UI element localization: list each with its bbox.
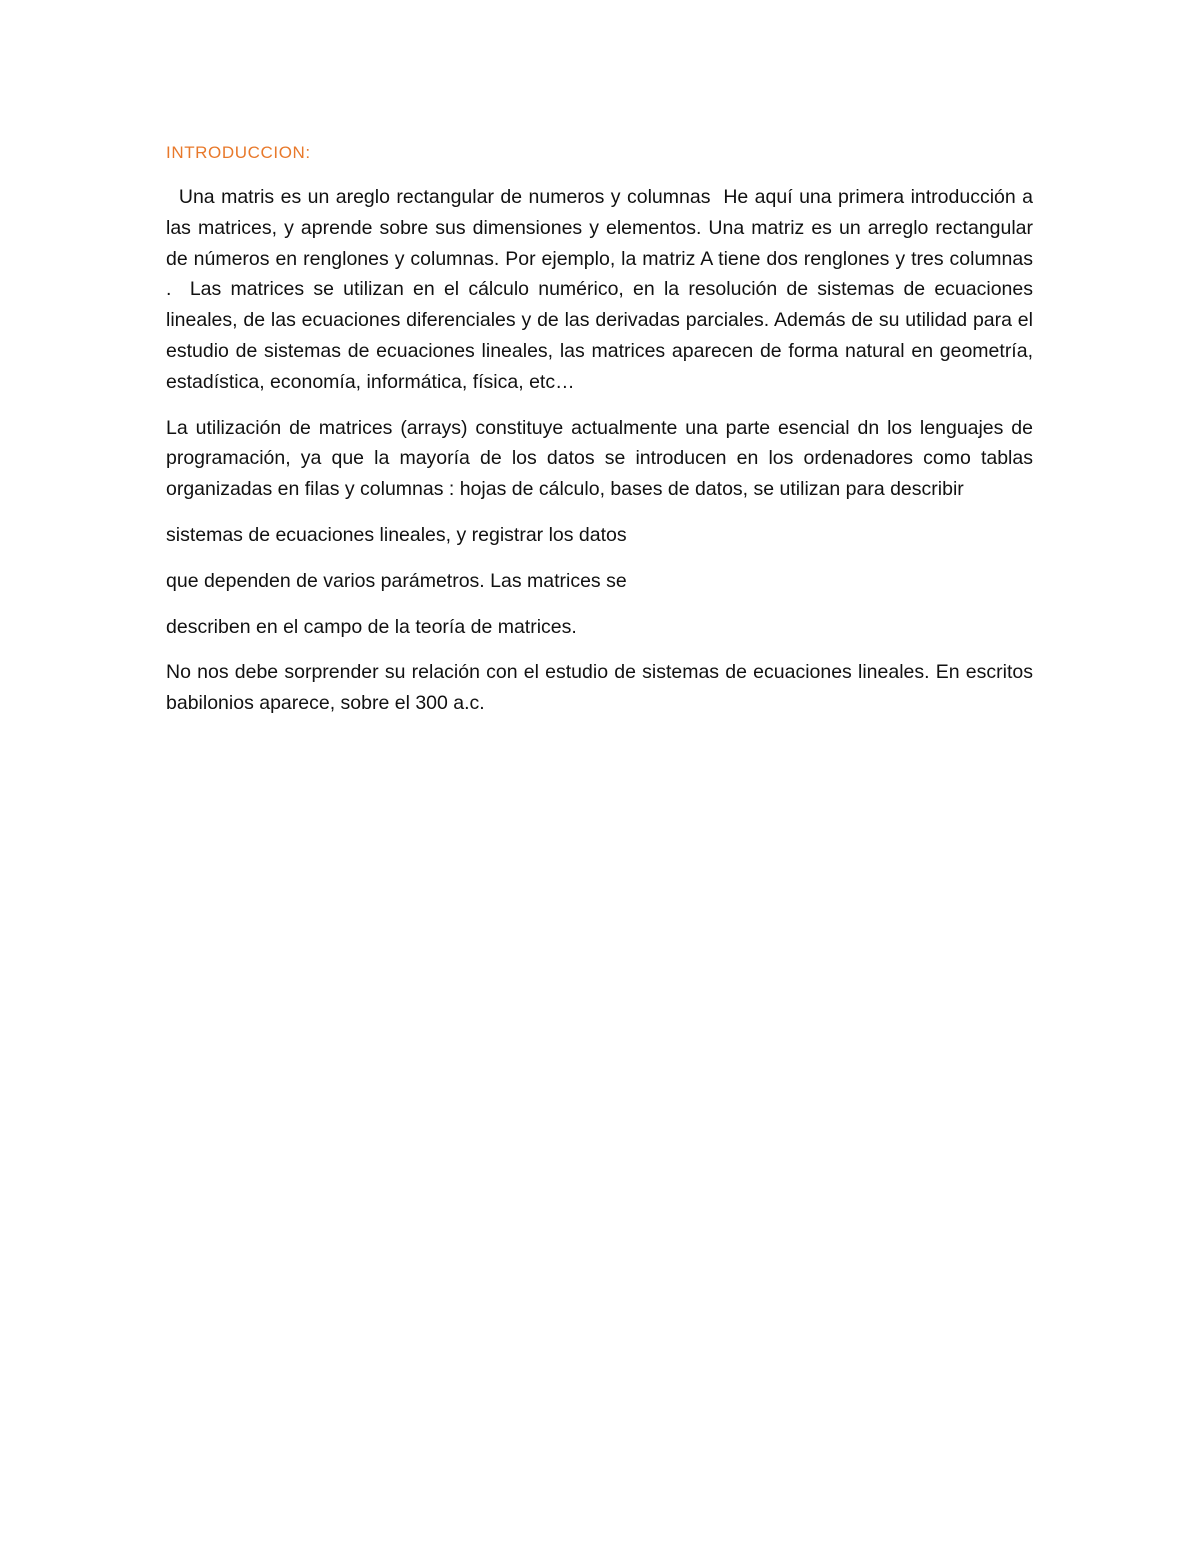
paragraph-line-1: sistemas de ecuaciones lineales, y registrar los datos — [166, 523, 627, 546]
paragraph-closing: No nos debe sorprender su relación con el estudio de sistemas de ecuaciones lineales. En escritos babilonios aparece, sobre el 300 a.c. — [166, 661, 1039, 715]
paragraph-line-2: que dependen de varios parámetros. Las matrices se — [166, 569, 627, 592]
paragraph-arrays: La utilización de matrices (arrays) constituye actualmente una parte esencial dn los lenguajes de programación, ya que la mayoría de los datos se introducen en los ordenadores como tablas organizadas en filas y columnas : hojas de cálculo, bases de datos, se utilizan para describir — [166, 416, 1039, 501]
section-heading: INTRODUCCION: — [166, 143, 311, 162]
paragraph-line-3: describen en el campo de la teoría de matrices. — [166, 615, 577, 638]
paragraph-intro: Una matris es un areglo rectangular de numeros y columnas He aquí una primera introducción a las matrices, y aprende sobre sus dimensiones y elementos. Una matriz es un arreglo rectangular de números en renglones y columnas. Por ejemplo, la matriz A tiene dos renglones y tres columnas . Las matrices se utilizan en el cálculo numérico, en la resolución de sistemas de ecuaciones lineales, de las ecuaciones diferenciales y de las derivadas parciales. Además de su utilidad para el estudio de sistemas de ecuaciones lineales, las matrices aparecen de forma natural en geometría, estadística, economía, informática, física, etc… — [166, 186, 1039, 393]
document-body — [166, 138, 1039, 734]
